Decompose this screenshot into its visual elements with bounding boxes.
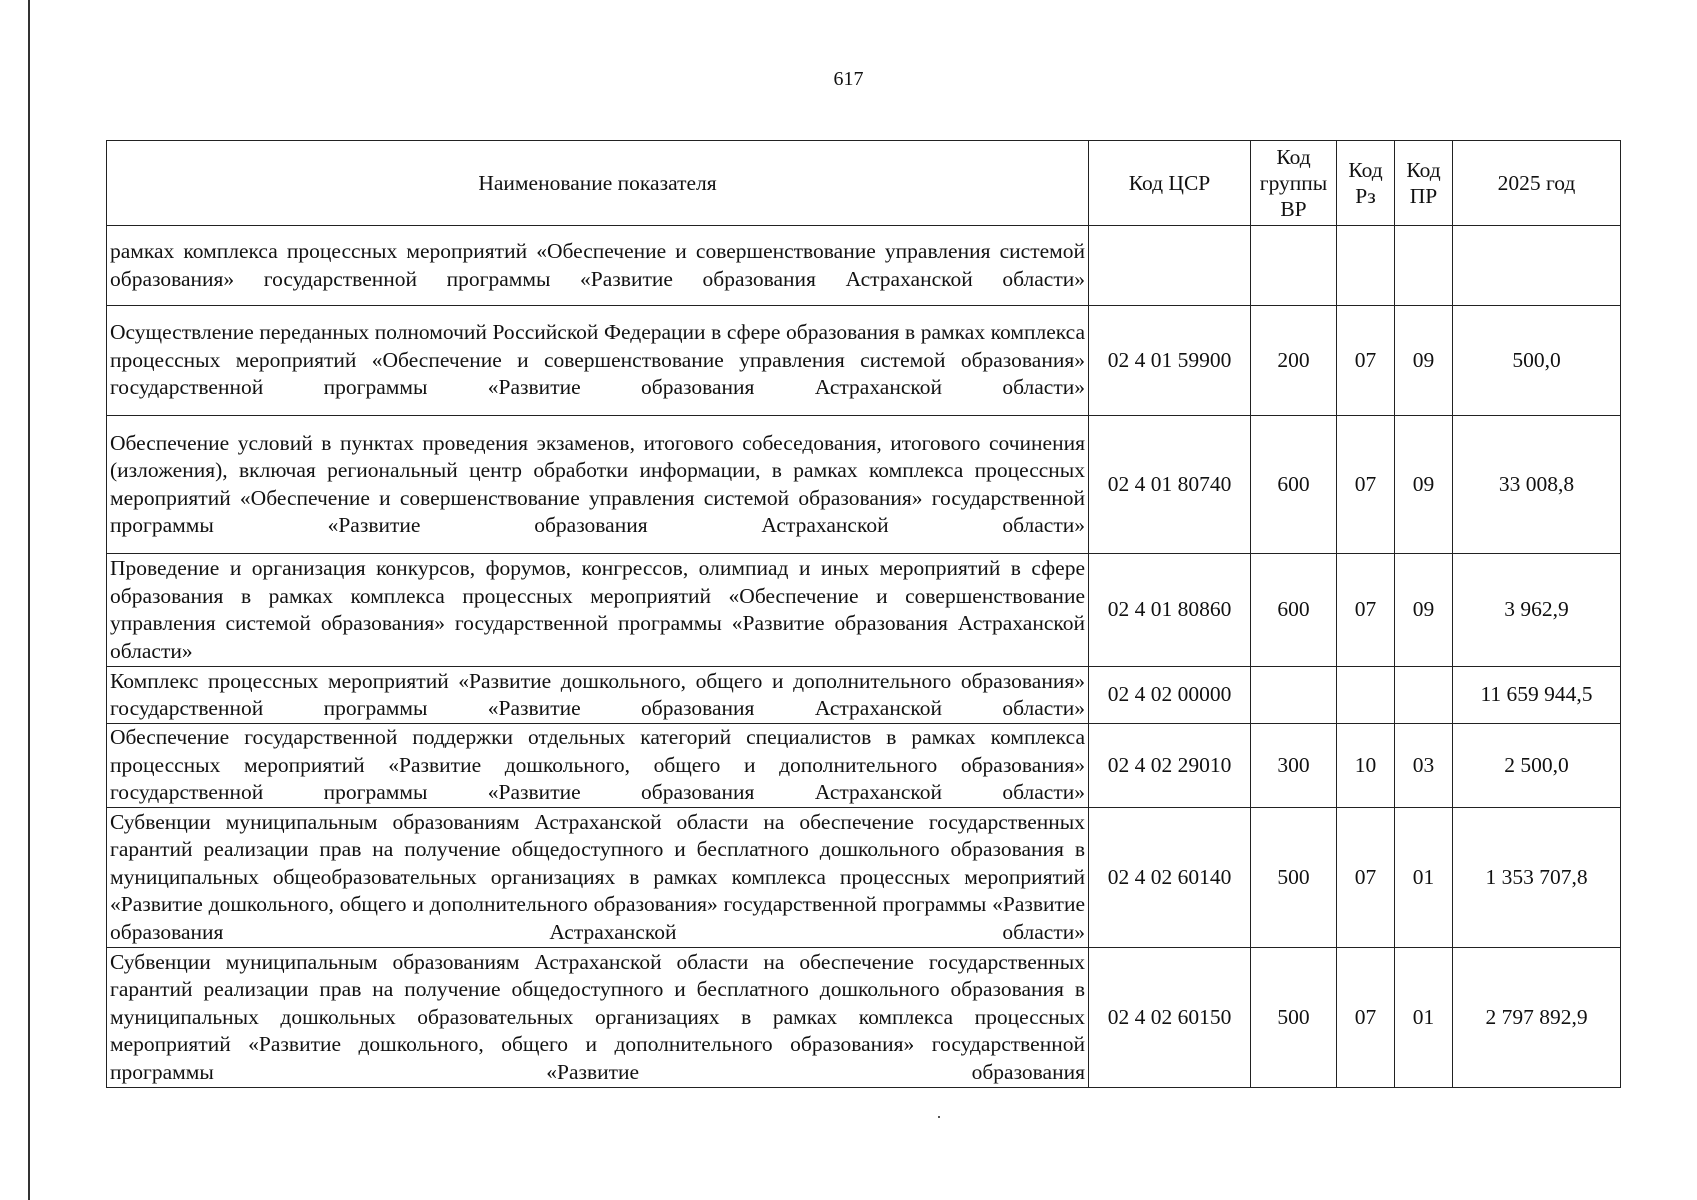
row-name: Обеспечение условий в пунктах проведения экзаменов, итогового собеседования, итогового сочинения (изложения), включая региональный центр обработки информации, в рамках комплекса процессных мероприятий «Обеспечение и совершенствование управления системой образования» государственной программы «Развитие образования Астраханской области» [107,416,1089,554]
table-row [107,306,1621,416]
row-pr: 09 [1395,306,1453,416]
row-amount [1453,226,1621,306]
row-csr: 02 4 02 60150 [1089,948,1251,1088]
row-vr: 500 [1251,948,1337,1088]
row-name: Субвенции муниципальным образованиям Астраханской области на обеспечение государственных гарантий реализации прав на получение общедоступного и бесплатного дошкольного образования в муниципальных дошкольных образовательных организациях в рамках комплекса процессных мероприятий «Развитие дошкольного, общего и дополнительного образования» государственной программы «Развитие образования [107,948,1089,1088]
row-vr: 300 [1251,724,1337,808]
header-csr: Код ЦСР [1089,141,1251,226]
table-row [107,416,1621,554]
row-rz: 10 [1337,724,1395,808]
row-rz: 07 [1337,554,1395,667]
row-rz: 07 [1337,416,1395,554]
header-name: Наименование показателя [107,141,1089,226]
row-vr: 600 [1251,416,1337,554]
row-name: рамках комплекса процессных мероприятий «Обеспечение и совершенствование управления системой образования» государственной программы «Развитие образования Астраханской области» [107,226,1089,306]
row-pr: 03 [1395,724,1453,808]
row-amount: 1 353 707,8 [1453,808,1621,948]
row-amount: 500,0 [1453,306,1621,416]
header-year: 2025 год [1453,141,1621,226]
row-pr: 01 [1395,948,1453,1088]
table-row [107,724,1621,808]
row-csr: 02 4 01 80860 [1089,554,1251,667]
table-row [107,948,1621,1088]
row-csr: 02 4 02 60140 [1089,808,1251,948]
row-name: Осуществление переданных полномочий Российской Федерации в сфере образования в рамках комплекса процессных мероприятий «Обеспечение и совершенствование управления системой образования» государственной программы «Развитие образования Астраханской области» [107,306,1089,416]
row-name: Субвенции муниципальным образованиям Астраханской области на обеспечение государственных гарантий реализации прав на получение общедоступного и бесплатного дошкольного образования в муниципальных общеобразовательных организациях в рамках комплекса процессных мероприятий «Развитие дошкольного, общего и дополнительного образования» государственной программы «Развитие образования Астраханской области» [107,808,1089,948]
row-pr [1395,667,1453,724]
row-amount: 2 500,0 [1453,724,1621,808]
row-csr: 02 4 01 80740 [1089,416,1251,554]
row-vr: 200 [1251,306,1337,416]
header-pr: Код ПР [1395,141,1453,226]
table-header-row [107,141,1621,226]
row-rz [1337,226,1395,306]
table-row [107,808,1621,948]
header-rz: Код Рз [1337,141,1395,226]
table-row [107,226,1621,306]
row-pr [1395,226,1453,306]
row-name: Обеспечение государственной поддержки отдельных категорий специалистов в рамках комплекса процессных мероприятий «Развитие дошкольного, общего и дополнительного образования» государственной программы «Развитие образования Астраханской области» [107,724,1089,808]
row-amount: 3 962,9 [1453,554,1621,667]
row-rz: 07 [1337,808,1395,948]
row-vr: 600 [1251,554,1337,667]
row-name: Комплекс процессных мероприятий «Развитие дошкольного, общего и дополнительного образования» государственной программы «Развитие образования Астраханской области» [107,667,1089,724]
row-amount: 11 659 944,5 [1453,667,1621,724]
scan-dot-mark [938,1116,940,1118]
row-rz [1337,667,1395,724]
row-pr: 09 [1395,554,1453,667]
row-pr: 09 [1395,416,1453,554]
row-csr: 02 4 01 59900 [1089,306,1251,416]
row-csr: 02 4 02 29010 [1089,724,1251,808]
table-row [107,667,1621,724]
binding-edge-line [28,0,30,1200]
row-vr [1251,667,1337,724]
row-amount: 33 008,8 [1453,416,1621,554]
row-rz: 07 [1337,948,1395,1088]
page-number: 617 [833,68,864,90]
row-csr: 02 4 02 00000 [1089,667,1251,724]
table-row [107,554,1621,667]
row-rz: 07 [1337,306,1395,416]
budget-table [106,140,1621,1088]
row-amount: 2 797 892,9 [1453,948,1621,1088]
row-csr [1089,226,1251,306]
row-pr: 01 [1395,808,1453,948]
row-vr: 500 [1251,808,1337,948]
row-vr [1251,226,1337,306]
row-name: Проведение и организация конкурсов, форумов, конгрессов, олимпиад и иных мероприятий в сфере образования в рамках комплекса процессных мероприятий «Обеспечение и совершенствование управления системой образования» государственной программы «Развитие образования Астраханской области» [107,554,1089,667]
header-vr: Код группы ВР [1251,141,1337,226]
